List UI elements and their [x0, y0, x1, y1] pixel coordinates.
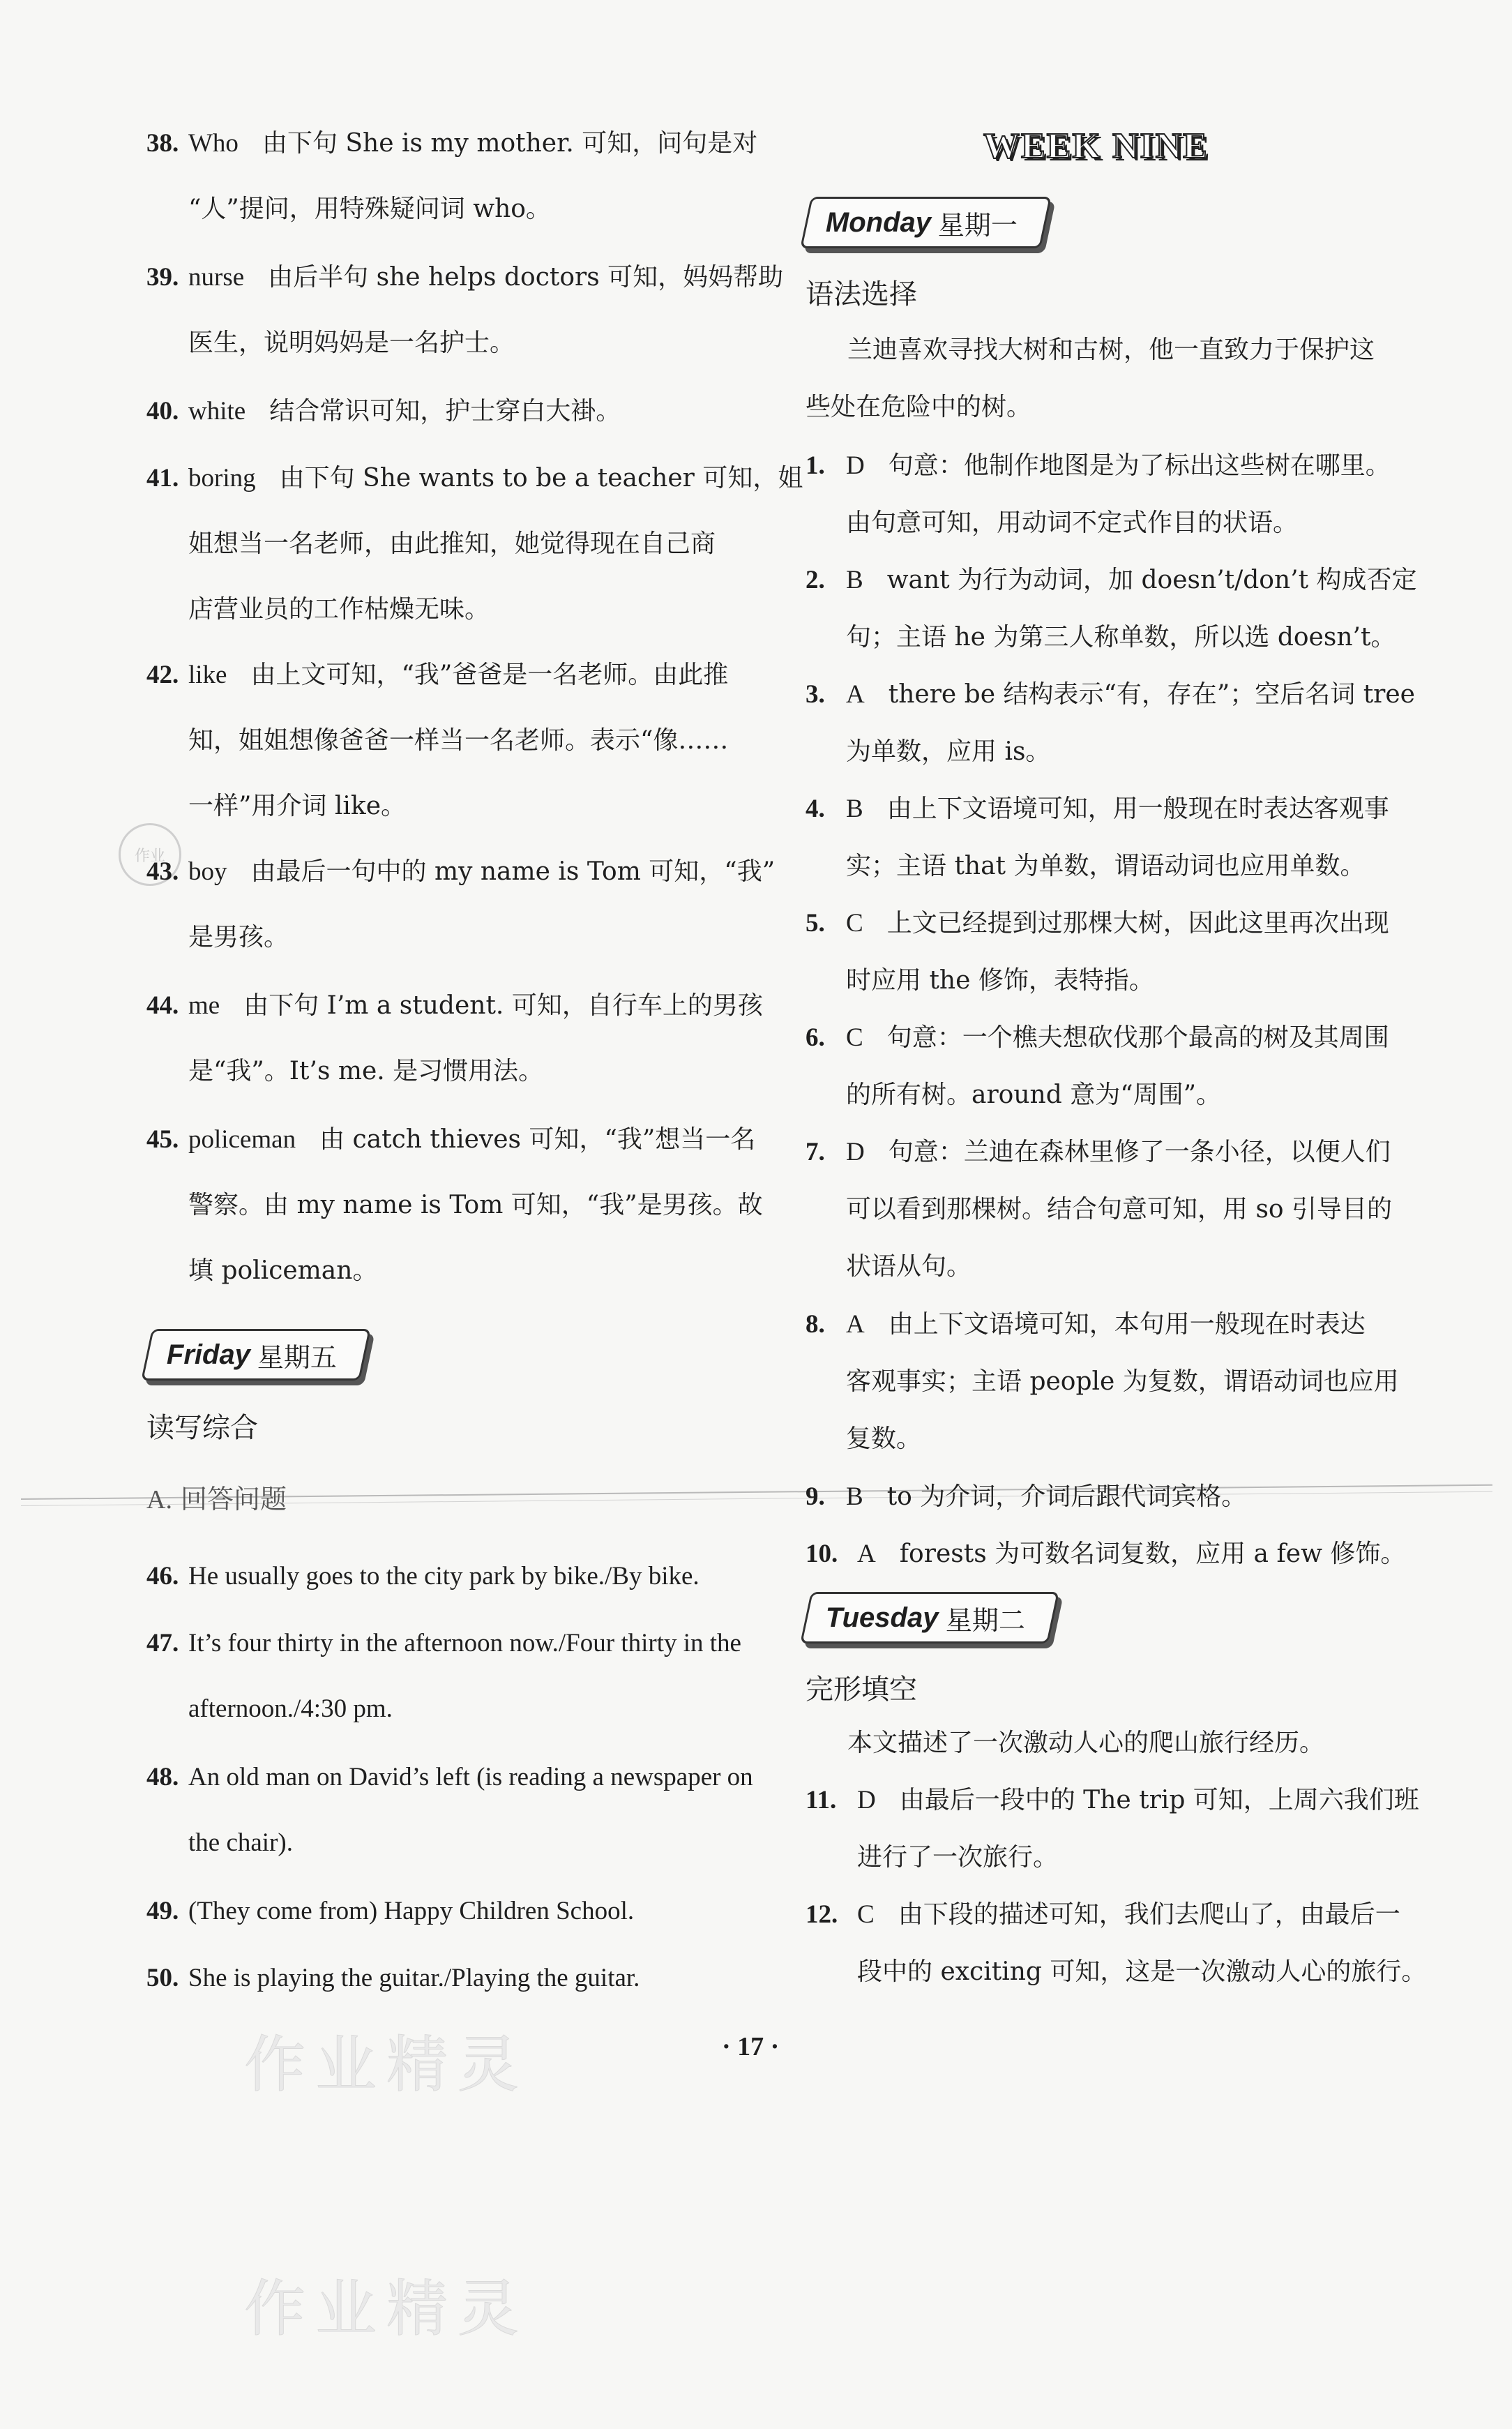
item-explanation: 由上下文语境可知，用一般现在时表达客观事: [886, 795, 1389, 823]
item-answer: Who: [188, 129, 239, 158]
item-continuation: 医生，说明妈妈是一名护士。: [188, 329, 515, 357]
item-explanation: 由后半句 she helps doctors 可知，妈妈帮助: [268, 263, 784, 292]
item-continuation: 填 policeman。: [188, 1256, 378, 1285]
item-explanation: It’s four thirty in the afternoon now./Four thirty in the: [188, 1629, 741, 1657]
item-number: 3.: [806, 680, 825, 709]
friday-badge: Friday 星期五: [141, 1329, 371, 1381]
item-continuation: 状语从句。: [846, 1252, 972, 1281]
item-continuation: 进行了一次旅行。: [857, 1843, 1059, 1872]
item-explanation: 由最后一段中的 The trip 可知，上周六我们班: [899, 1786, 1419, 1814]
item-continuation: 客观事实；主语 people 为复数，谓语动词也应用: [846, 1367, 1399, 1396]
item-number: 5.: [806, 909, 825, 938]
item-answer: C: [846, 909, 863, 938]
item-answer: A: [857, 1540, 876, 1568]
item-continuation: 实；主语 that 为单数，谓语动词也应用单数。: [846, 852, 1366, 880]
item-explanation: He usually goes to the city park by bike./By bike.: [188, 1562, 700, 1590]
item-line: [188, 261, 783, 294]
item-explanation: forests 为可数名词复数，应用 a few 修饰。: [899, 1540, 1406, 1568]
item-number: 2.: [806, 566, 825, 594]
item-line: [857, 1784, 1419, 1817]
item-answer: D: [846, 1138, 865, 1166]
item-line: [188, 1962, 640, 1995]
item-continuation: 是男孩。: [188, 923, 289, 952]
item-line: [188, 462, 803, 495]
item-explanation: 由 catch thieves 可知，“我”想当一名: [319, 1125, 756, 1154]
item-explanation: 由下段的描述可知，我们去爬山了，由最后一: [898, 1900, 1400, 1929]
item-explanation: 结合常识可知，护士穿白大褂。: [269, 397, 621, 426]
item-line: [188, 1761, 753, 1794]
item-line: [188, 127, 757, 160]
item-number: 9.: [806, 1482, 825, 1511]
item-explanation: 由下句 I’m a student. 可知，自行车上的男孩: [243, 991, 763, 1020]
item-number: 43.: [146, 857, 179, 886]
item-line: [846, 1136, 1391, 1169]
item-line: [188, 395, 621, 428]
item-number: 45.: [146, 1125, 179, 1154]
page-number: · 17 ·: [722, 2032, 780, 2061]
item-answer: C: [857, 1900, 875, 1929]
item-line: [846, 449, 1391, 483]
item-number: 46.: [146, 1562, 179, 1590]
item-line: [188, 855, 775, 889]
monday-badge: Monday 星期一: [800, 197, 1052, 248]
item-continuation: 的所有树。around 意为“周围”。: [846, 1081, 1222, 1109]
item-continuation: 一样”用介词 like。: [188, 792, 406, 820]
item-explanation: 由下句 She is my mother. 可知，问句是对: [262, 129, 758, 158]
item-number: 42.: [146, 661, 179, 689]
item-number: 48.: [146, 1763, 179, 1791]
stamp-icon: 作业: [119, 823, 181, 886]
item-number: 11.: [806, 1786, 837, 1814]
tuesday-badge: Tuesday 星期二: [800, 1592, 1059, 1644]
item-line: [846, 1021, 1389, 1055]
item-number: 8.: [806, 1310, 825, 1339]
item-explanation: 由最后一句中的 my name is Tom 可知，“我”: [250, 857, 776, 886]
item-line: [846, 1308, 1366, 1341]
section-title-cloze: 完形填空: [806, 1674, 917, 1706]
section-title-reading-writing: 读写综合: [146, 1412, 258, 1444]
item-continuation: 复数。: [846, 1424, 922, 1453]
item-line: [846, 564, 1417, 597]
item-line: [188, 1627, 741, 1660]
item-number: 4.: [806, 795, 825, 823]
item-number: 49.: [146, 1897, 179, 1925]
item-line: [846, 678, 1415, 712]
item-answer: boy: [188, 857, 227, 886]
item-continuation: 知，姐姐想像爸爸一样当一名老师。表示“像……: [188, 726, 729, 755]
item-continuation: the chair).: [188, 1828, 293, 1857]
subsection-a: A. 回答问题: [146, 1484, 287, 1514]
item-answer: policeman: [188, 1125, 296, 1154]
item-line: [846, 1480, 1246, 1514]
item-number: 44.: [146, 991, 179, 1020]
item-explanation: 句意：一个樵夫想砍伐那个最高的树及其周围: [886, 1023, 1389, 1052]
item-continuation: 姐想当一名老师，由此推知，她觉得现在自己商: [188, 529, 716, 558]
item-number: 1.: [806, 451, 825, 480]
item-continuation: 是“我”。It’s me. 是习惯用法。: [188, 1057, 544, 1085]
item-continuation: 段中的 exciting 可知，这是一次激动人心的旅行。: [857, 1957, 1427, 1986]
item-line: [188, 1895, 634, 1928]
item-line: [188, 659, 728, 692]
item-answer: C: [846, 1023, 863, 1052]
item-continuation: 为单数，应用 is。: [846, 737, 1051, 766]
item-line: [846, 907, 1389, 940]
item-number: 40.: [146, 397, 179, 426]
item-answer: A: [846, 680, 865, 709]
item-continuation: 警察。由 my name is Tom 可知，“我”是男孩。故: [188, 1191, 763, 1219]
item-explanation: 由上文可知，“我”爸爸是一名老师。由此推: [250, 661, 729, 689]
week-title: WEEK NINE: [983, 126, 1209, 166]
item-number: 50.: [146, 1964, 179, 1992]
item-answer: like: [188, 661, 227, 689]
item-explanation: 由上下文语境可知，本句用一般现在时表达: [888, 1310, 1366, 1339]
item-number: 10.: [806, 1540, 838, 1568]
item-answer: me: [188, 991, 220, 1020]
item-answer: B: [846, 795, 863, 823]
section-title-grammar: 语法选择: [806, 278, 917, 310]
item-answer: D: [846, 451, 865, 480]
item-explanation: 句意：他制作地图是为了标出这些树在哪里。: [888, 451, 1391, 480]
item-continuation: 时应用 the 修饰，表特指。: [846, 966, 1154, 995]
item-number: 47.: [146, 1629, 179, 1657]
item-explanation: there be 结构表示“有，存在”；空后名词 tree: [888, 680, 1415, 709]
item-number: 7.: [806, 1138, 825, 1166]
item-answer: white: [188, 397, 246, 426]
item-answer: boring: [188, 464, 256, 492]
item-answer: D: [857, 1786, 876, 1814]
item-answer: B: [846, 566, 863, 594]
item-answer: nurse: [188, 263, 245, 292]
item-line: [857, 1537, 1405, 1571]
item-explanation: to 为介词，介词后跟代词宾格。: [886, 1482, 1247, 1511]
item-number: 38.: [146, 129, 179, 158]
item-number: 41.: [146, 464, 179, 492]
item-answer: B: [846, 1482, 863, 1511]
watermark: 作业精灵: [244, 2273, 529, 2345]
item-line: [188, 1560, 700, 1593]
item-answer: A: [846, 1310, 865, 1339]
item-line: [188, 989, 763, 1023]
item-explanation: An old man on David’s left (is reading a newspaper on: [188, 1763, 753, 1791]
item-continuation: afternoon./4:30 pm.: [188, 1694, 393, 1723]
item-continuation: 句；主语 he 为第三人称单数，所以选 doesn’t。: [846, 623, 1396, 652]
item-continuation: 可以看到那棵树。结合句意可知，用 so 引导目的: [846, 1195, 1393, 1224]
item-line: [188, 1123, 755, 1157]
item-explanation: She is playing the guitar./Playing the guitar.: [188, 1964, 640, 1992]
item-line: [857, 1898, 1400, 1932]
item-explanation: 上文已经提到过那棵大树，因此这里再次出现: [886, 909, 1389, 938]
item-number: 6.: [806, 1023, 825, 1052]
item-number: 12.: [806, 1900, 838, 1929]
item-continuation: 由句意可知，用动词不定式作目的状语。: [846, 509, 1299, 537]
watermark: 作业精灵: [244, 2029, 529, 2100]
item-explanation: want 为行为动词，加 doesn’t/don’t 构成否定: [886, 566, 1417, 594]
item-continuation: 店营业员的工作枯燥无味。: [188, 595, 490, 624]
item-number: 39.: [146, 263, 179, 292]
item-explanation: 句意：兰迪在森林里修了一条小径，以便人们: [888, 1138, 1391, 1166]
item-explanation: (They come from) Happy Children School.: [188, 1897, 635, 1925]
item-line: [846, 792, 1389, 826]
item-continuation: “人”提问，用特殊疑问词 who。: [188, 195, 551, 223]
item-explanation: 由下句 She wants to be a teacher 可知，姐: [279, 464, 803, 492]
